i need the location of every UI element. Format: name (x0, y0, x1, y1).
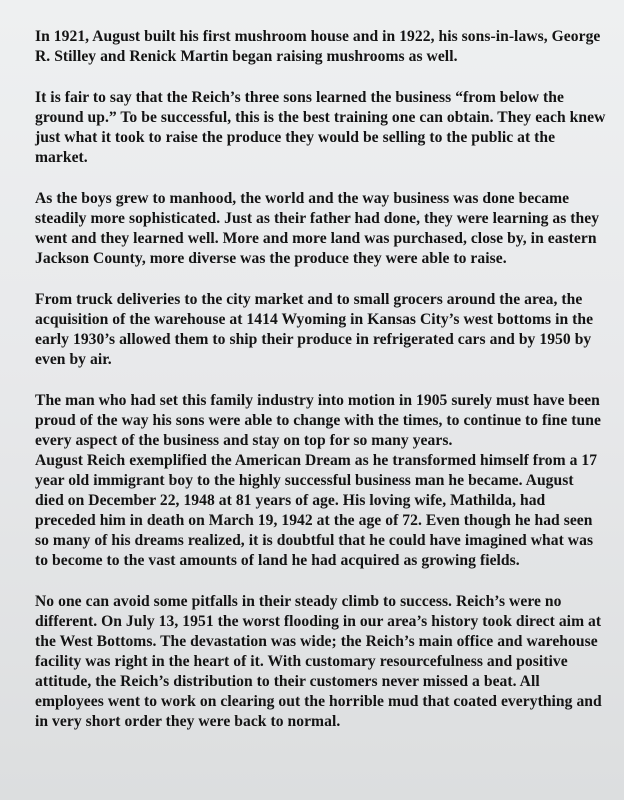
paragraph-sons-learned-business: It is fair to say that the Reich’s three sons learned the business “from below the ground up.” To be successful, this is the best training one can obtain. They each knew just what it took to raise the produce they would be selling to the public at the market. (35, 89, 606, 166)
paragraph-warehouse-acquisition: From truck deliveries to the city market and to small grocers around the area, the acquisition of the warehouse at 1414 Wyoming in Kansas City’s west bottoms in the early 1930’s allowed them to ship their produce in refrigerated cars and by 1950 by even by air. (35, 291, 594, 368)
paragraph-family-industry: The man who had set this family industry into motion in 1905 surely must have been proud of the way his sons were able to change with the times, to continue to fine tune every aspect of the business and stay on top for so many years. (35, 392, 601, 449)
paragraph-growth-to-manhood: As the boys grew to manhood, the world and the way business was done became steadily more sophisticated. Just as their father had done, they were learning as they went and they learned well. More and more land was purchased, close by, in eastern Jackson County, more diverse was the produce they were able to raise. (35, 190, 600, 267)
paragraph-mushroom-house: In 1921, August built his first mushroom house and in 1922, his sons-in-laws, George R. Stilley and Renick Martin began raising mushrooms as well. (35, 28, 601, 65)
paragraph-american-dream: August Reich exemplified the American Dream as he transformed himself from a 17 year old immigrant boy to the highly successful business man he became. August died on December 22, 1948 at 81 years of age. His loving wife, Mathilda, had preceded him in death on March 19, 1942 at the age of 72. Even though he had seen so many of his dreams realized, it is doubtful that he could have imagined what was to become to the vast amounts of land he had acquired as growing fields. (35, 452, 598, 569)
paragraph-flooding-1951: No one can avoid some pitfalls in their steady climb to success. Reich’s were no different. On July 13, 1951 the worst flooding in our area’s history took direct aim at the West Bottoms. The devastation was wide; the Reich’s main office and warehouse facility was right in the heart of it. With customary resourcefulness and positive attitude, the Reich’s distribution to their customers never missed a beat. All employees went to work on clearing out the horrible mud that coated everything and in very short order they were back to normal. (35, 593, 602, 730)
